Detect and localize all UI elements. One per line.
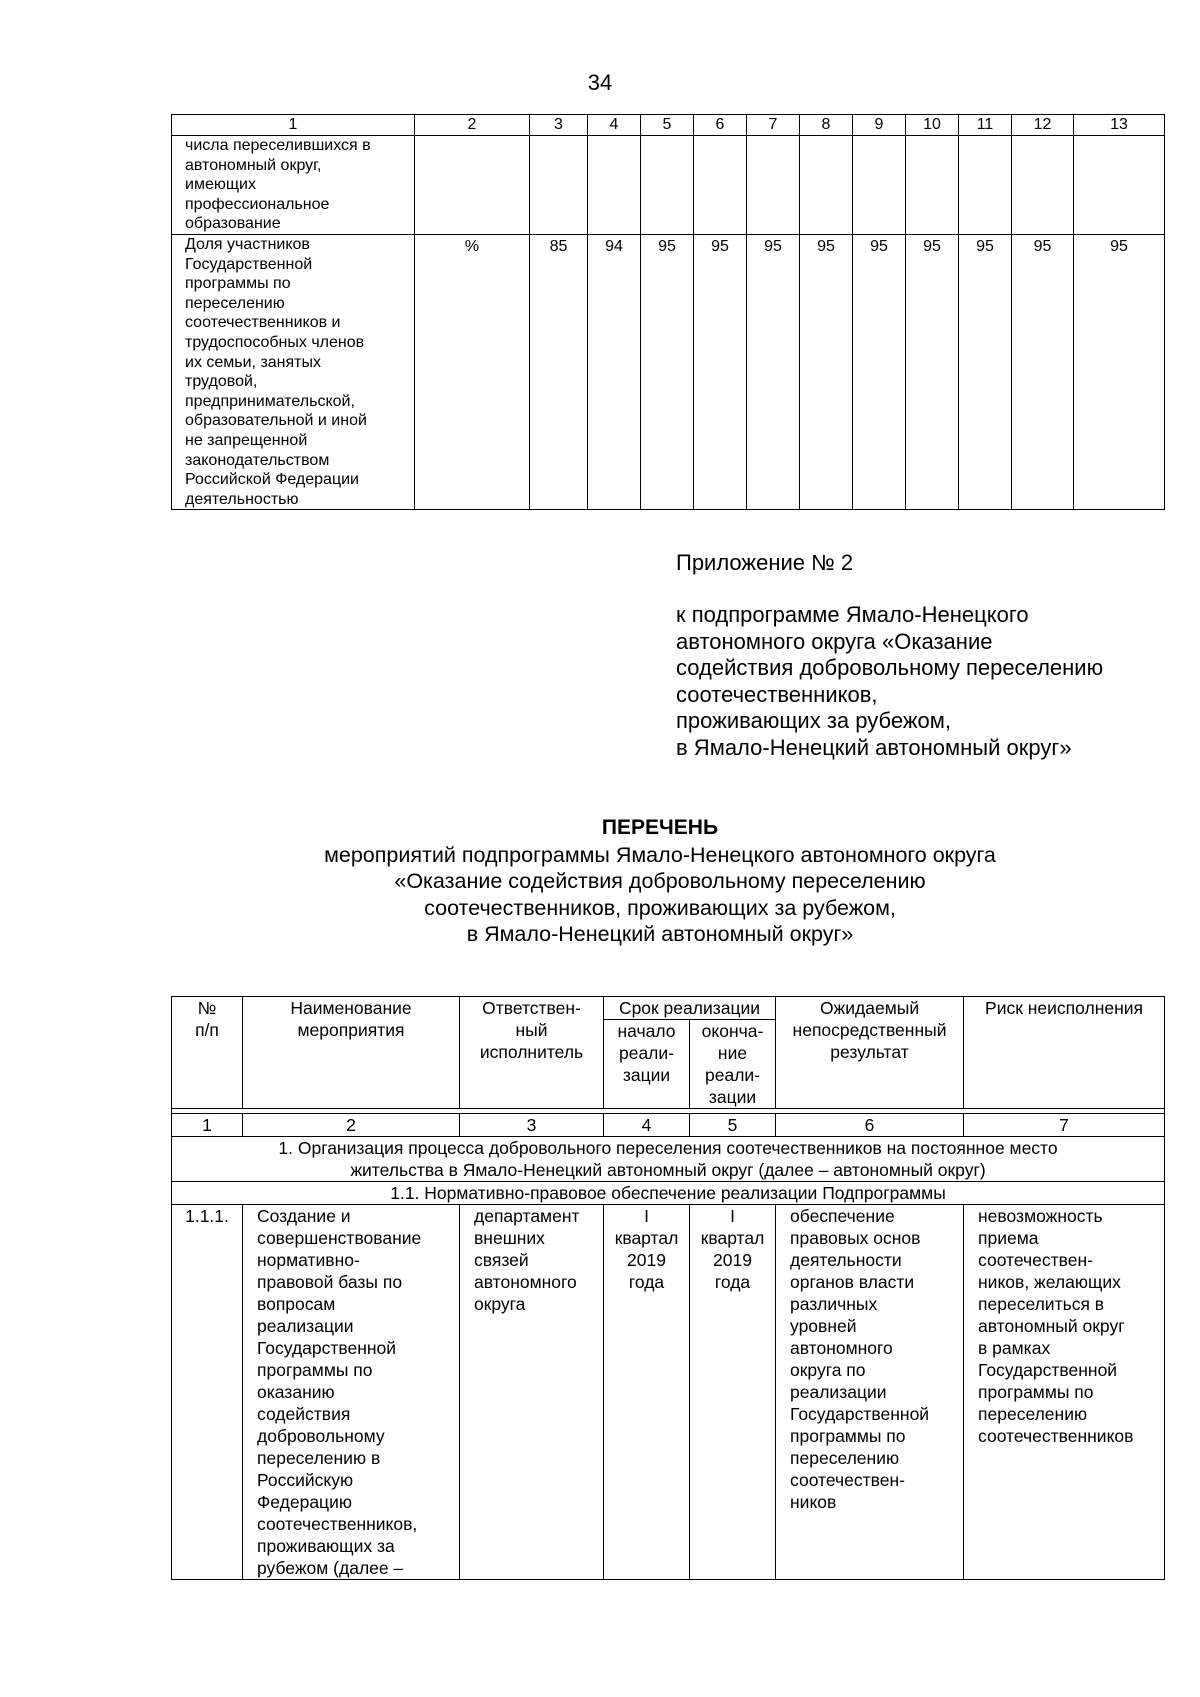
header-risk: Риск неисполнения [964,997,1165,1109]
indicator-name [172,136,415,235]
header-executor [460,997,604,1109]
text-line: содействия [257,1404,351,1424]
text-line: правовых основ [790,1228,921,1248]
text-line: результат [830,1042,909,1062]
text-line: числа переселившихся в [185,137,371,154]
text-line: рубежом (далее – [257,1558,404,1578]
text-line: деятельности [790,1250,902,1270]
text-line: к подпрограмме Ямало-Ненецкого [676,602,1029,627]
text-line: мероприятий подпрограммы Ямало-Ненецкого автономного округа [324,842,996,867]
column-number-row [172,1114,1165,1137]
text-line: соотечествен- [978,1250,1093,1270]
col-header: 10 [906,115,959,136]
text-line: невозможность [978,1206,1103,1226]
header-result [776,997,964,1109]
column-number-row [172,115,1165,136]
subsection-heading: 1.1. Нормативно-правовое обеспечение реализации Подпрограммы [172,1182,1165,1205]
value-cell: 95 [853,234,906,509]
col-header: 4 [588,115,641,136]
text-line: Наименование [290,998,412,1018]
text-line: приема [978,1228,1039,1248]
text-line: связей [474,1250,529,1270]
executor-cell [460,1205,604,1580]
text-line: реали- [705,1065,761,1085]
header-term: Срок реализации [604,997,776,1020]
value-cell [1074,136,1165,235]
text-line: Российскую [257,1470,354,1490]
value-cell [641,136,694,235]
text-line: их семьи, занятых [185,353,322,371]
text-line: квартал [700,1228,765,1248]
unit-cell: % [415,234,530,509]
value-cell [747,136,800,235]
text-line: реали- [618,1043,674,1063]
text-line: совершенствование [257,1228,422,1248]
text-line: начало [617,1021,676,1041]
text-line: образовательной и иной [185,412,367,430]
text-line: Ожидаемый [819,998,920,1018]
text-line: различных [790,1294,878,1314]
result-cell [776,1205,964,1580]
text-line: реализации [257,1316,354,1336]
text-line: автономный округ [978,1316,1125,1336]
value-cell: 95 [747,234,800,509]
text-line: квартал [614,1228,679,1248]
text-line: внешних [474,1228,545,1248]
value-cell [853,136,906,235]
value-cell [694,136,747,235]
end-cell [690,1205,776,1580]
text-line: Создание и [257,1206,351,1226]
text-line: имеющих [185,176,256,194]
text-line: Государственной [257,1338,397,1358]
text-line: «Оказание содействия добровольному переселению [394,869,926,893]
text-line: Доля участников [185,235,310,253]
text-line: содействия добровольному переселению [676,655,1104,680]
text-line: округа [474,1294,526,1314]
page-title: ПЕРЕЧЕНЬ [601,816,719,839]
text-line: ников [790,1492,837,1512]
value-cell [800,136,853,235]
text-line: 2019 [627,1250,666,1270]
text-line: соотечественников, [676,681,878,707]
value-cell [959,136,1012,235]
value-cell: 94 [588,234,641,509]
col-number: 4 [604,1114,690,1137]
start-cell [604,1205,690,1580]
col-number: 5 [690,1114,776,1137]
text-line: переселению в [257,1448,381,1468]
text-line: мероприятия [297,1020,405,1040]
value-cell: 95 [906,234,959,509]
text-line: проживающих за рубежом, [676,708,952,733]
value-cell: 95 [800,234,853,509]
text-line: Государственной [978,1360,1118,1380]
col-header: 6 [694,115,747,136]
text-line: года [714,1272,751,1292]
header-num [172,997,243,1109]
col-number: 1 [172,1114,243,1137]
table-row [172,136,1165,235]
text-line: реализации [790,1382,887,1402]
text-line: переселению [978,1404,1088,1424]
text-line: переселению [185,294,285,312]
text-line: I [730,1206,735,1226]
appendix-reference [676,602,1103,761]
text-line: жительства в Ямало-Ненецкий автономный округ (далее – автономный округ) [350,1160,986,1180]
text-line: трудоспособных членов [185,333,365,351]
col-number: 3 [460,1114,604,1137]
text-line: округа по [790,1360,866,1380]
text-line: органов власти [790,1272,915,1292]
text-line: соотечествен- [790,1470,905,1490]
col-header: 7 [747,115,800,136]
continuation-table [171,114,1165,510]
appendix-title: Приложение № 2 [676,550,854,575]
text-line: нормативно- [257,1250,360,1270]
text-line: Государственной [185,255,313,273]
col-header: 3 [530,115,588,136]
text-line: зации [622,1065,671,1085]
text-line: трудовой, [185,373,258,391]
text-line: правовой базы по [257,1272,403,1292]
list-title [160,815,1160,948]
page-number: 34 [587,70,613,95]
text-line: Государственной [790,1404,930,1424]
text-line: № [197,998,217,1018]
value-cell: 95 [694,234,747,509]
col-header: 2 [415,115,530,136]
text-line: в Ямало-Ненецкий автономный округ» [676,734,1072,760]
text-line: п/п [195,1020,219,1040]
text-line: вопросам [257,1294,336,1314]
table-row [172,234,1165,509]
text-line: в рамках [978,1338,1051,1358]
value-cell: 95 [641,234,694,509]
value-cell [1012,136,1074,235]
col-header: 9 [853,115,906,136]
header-start [604,1020,690,1109]
header-end [690,1020,776,1109]
text-line: зации [708,1087,757,1107]
text-line: образование [185,215,281,233]
value-cell: 85 [530,234,588,509]
text-line: Федерацию [257,1492,352,1512]
value-cell [530,136,588,235]
text-line: в Ямало-Ненецкий автономный округ» [466,922,854,946]
measures-table [171,996,1165,1580]
text-line: Ответствен- [482,998,581,1018]
text-line: автономного [474,1272,577,1292]
subsection-row [172,1182,1165,1205]
measure-name [243,1205,460,1580]
text-line: не запрещенной [185,431,308,449]
value-cell: 95 [959,234,1012,509]
text-line: 2019 [713,1250,752,1270]
text-line: ние [717,1043,748,1063]
table-row [172,1205,1165,1580]
text-line: программы по [790,1426,906,1446]
text-line: переселению [790,1448,900,1468]
text-line: обеспечение [790,1206,895,1226]
col-header: 5 [641,115,694,136]
value-cell [906,136,959,235]
text-line: законодательством [185,451,330,469]
text-line: профессиональное [185,195,330,213]
row-number: 1.1.1. [172,1205,243,1580]
text-line: 1. Организация процесса добровольного переселения соотечественников на постоянное место [278,1138,1058,1158]
text-line: оконча- [701,1021,764,1041]
col-header: 12 [1012,115,1074,136]
value-cell [588,136,641,235]
text-line: переселиться в [978,1294,1105,1314]
text-line: департамент [474,1206,580,1226]
text-line: уровней [790,1316,857,1336]
col-header: 11 [959,115,1012,136]
col-number: 6 [776,1114,964,1137]
col-header: 13 [1074,115,1165,136]
header-name [243,997,460,1109]
value-cell: 95 [1012,234,1074,509]
indicator-name [172,234,415,509]
text-line: года [628,1272,665,1292]
text-line: программы по [978,1382,1094,1402]
risk-cell [964,1205,1165,1580]
text-line: ный [515,1020,548,1040]
text-line: автономного округа «Оказание [676,628,993,654]
text-line: проживающих за [257,1536,395,1556]
col-header: 1 [172,115,415,136]
text-line: соотечественников, проживающих за рубежом, [424,895,896,920]
col-number: 2 [243,1114,460,1137]
text-line: деятельностью [185,490,299,508]
text-line: исполнитель [479,1042,584,1062]
text-line: программы по [185,275,291,293]
text-line: непосредственный [792,1020,947,1040]
section-row [172,1137,1165,1182]
text-line: I [644,1206,649,1226]
text-line: предпринимательской, [185,392,355,410]
text-line: автономный округ, [185,156,322,174]
header-row [172,997,1165,1020]
col-number: 7 [964,1114,1165,1137]
text-line: соотечественников и [185,314,341,332]
col-header: 8 [800,115,853,136]
text-line: ников, желающих [978,1272,1121,1292]
text-line: оказанию [257,1382,335,1402]
text-line: автономного [790,1338,893,1358]
text-line: добровольному [257,1426,385,1446]
section-heading [172,1137,1165,1182]
text-line: программы по [257,1360,373,1380]
value-cell: 95 [1074,234,1165,509]
unit-cell [415,136,530,235]
text-line: Российской Федерации [185,471,359,489]
text-line: соотечественников, [257,1514,418,1534]
text-line: соотечественников [978,1426,1134,1446]
